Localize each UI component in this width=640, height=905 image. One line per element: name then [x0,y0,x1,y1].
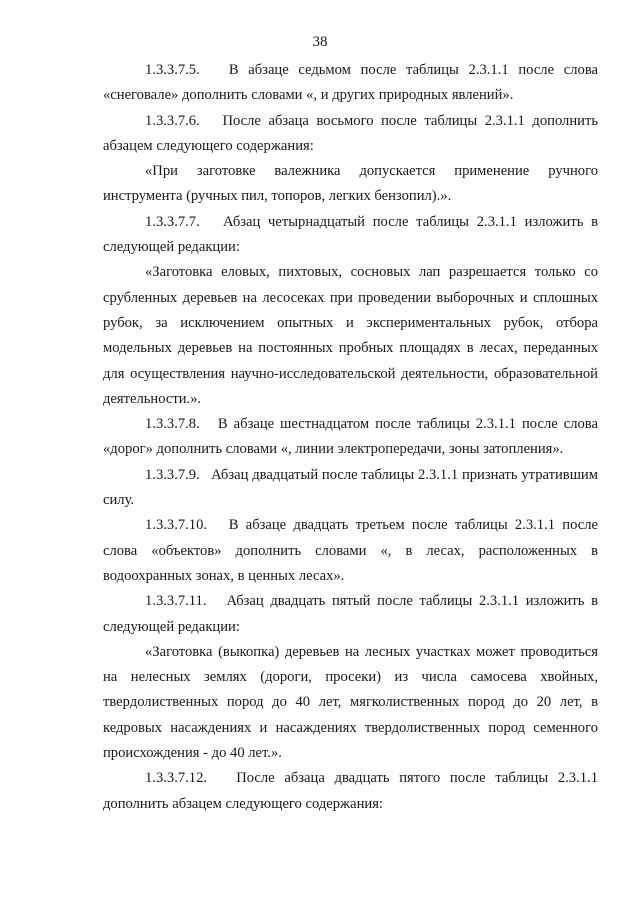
paragraph [103,412,598,463]
paragraph-text: Абзац двадцать пятый после таблицы 2.3.1.1 изложить в следующей редакции: [103,593,598,635]
paragraph-text: После абзаца восьмого после таблицы 2.3.1.1 дополнить абзацем следующего содержания: [103,112,598,154]
paragraph-text: В абзаце седьмом после таблицы 2.3.1.1 после слова «снеговале» дополнить словами «, и других природных явлений». [103,62,598,104]
paragraph-text: «При заготовке валежника допускается применение ручного инструмента (ручных пил, топоров, легких бензопил).». [103,163,598,205]
paragraph [103,589,598,640]
paragraph-number: 1.3.3.7.8. [145,416,200,433]
paragraph-text: В абзаце шестнадцатом после таблицы 2.3.1.1 после слова «дорог» дополнить словами «, линии электропередачи, зоны затопления». [103,416,598,458]
paragraph-number: 1.3.3.7.9. [145,466,200,483]
page-number: 38 [312,34,328,50]
paragraph [103,159,598,210]
paragraph-number: 1.3.3.7.11. [145,593,207,610]
paragraph [103,513,598,589]
paragraph [103,463,598,514]
paragraph-text: «Заготовка (выкопка) деревьев на лесных участках может проводиться на нелесных землях (дороги, просеки) из числа самосева хвойных, твердолиственных пород до 40 лет, мягколиственных пород до 20 лет, в кедровых насаждениях и насаждениях твердолиственных пород семенного происхождения - до 40 лет.». [103,643,598,762]
paragraph-text: После абзаца двадцать пятого после таблицы 2.3.1.1 дополнить абзацем следующего содержания: [103,770,598,812]
paragraph-number: 1.3.3.7.10. [145,517,208,534]
paragraph [103,109,598,160]
paragraph [103,766,598,817]
paragraph-number: 1.3.3.7.7. [145,213,200,230]
paragraph [103,260,598,412]
paragraph [103,640,598,766]
paragraph [103,210,598,261]
paragraph-number: 1.3.3.7.5. [145,62,200,78]
document-body [103,58,598,817]
paragraph-text: Абзац двадцатый после таблицы 2.3.1.1 признать утратившим силу. [103,466,598,509]
paragraph-text: «Заготовка еловых, пихтовых, сосновых лап разрешается только со срубленных деревьев на лесосеках при проведении выборочных и сплошных рубок, за исключением опытных и экспериментальных рубок, отбора модельных деревьев на постоянных пробных площадях в лесах, переданных для осуществления научно-исследовательской деятельности, образовательной деятельности.». [103,264,598,407]
paragraph-text: Абзац четырнадцатый после таблицы 2.3.1.1 изложить в следующей редакции: [103,213,598,256]
paragraph-number: 1.3.3.7.6. [145,112,200,129]
paragraph-number: 1.3.3.7.12. [145,770,208,787]
paragraph-text: В абзаце двадцать третьем после таблицы 2.3.1.1 после слова «объектов» дополнить словами «, в лесах, расположенных в водоохранных зонах, в ценных лесах». [103,517,598,584]
paragraph [103,58,598,109]
